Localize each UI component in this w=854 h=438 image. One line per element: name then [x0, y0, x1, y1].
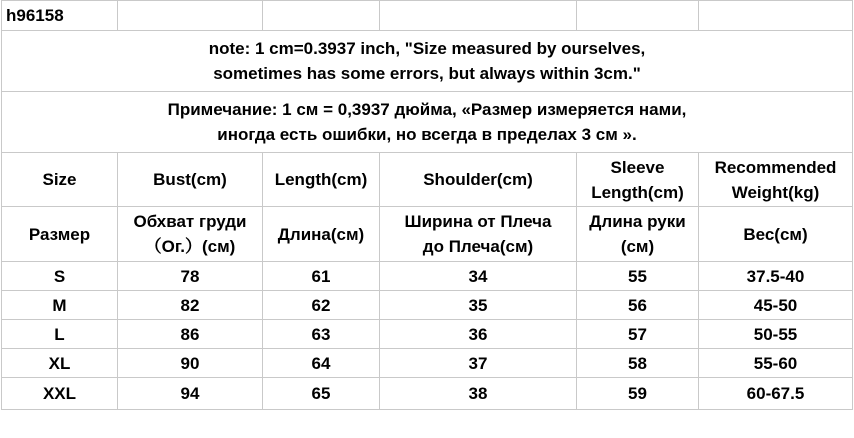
cell-sleeve: 57: [577, 320, 699, 349]
header-ru-size: Размер: [2, 207, 118, 262]
header-bust: Bust(cm): [118, 153, 263, 207]
cell-size: L: [2, 320, 118, 349]
header-ru-shoulder-line-1: Ширина от Плеча: [404, 212, 552, 231]
cell-bust: 86: [118, 320, 263, 349]
header-size: Size: [2, 153, 118, 207]
note-en: [2, 31, 853, 92]
header-sleeve-line-1: Sleeve: [610, 157, 665, 177]
cell-bust: 82: [118, 291, 263, 320]
header-ru-sleeve-line-1: Длина руки: [589, 212, 686, 231]
empty-cell: [118, 1, 263, 31]
cell-size: M: [2, 291, 118, 320]
empty-cell: [577, 1, 699, 31]
header-ru-weight: Вес(см): [699, 207, 853, 262]
header-ru-bust: [118, 207, 263, 262]
empty-cell: [263, 1, 380, 31]
header-sleeve-line-2: Length(cm): [591, 182, 684, 202]
note-ru-line-1: Примечание: 1 см = 0,3937 дюйма, «Размер измеряется нами,: [167, 100, 687, 119]
cell-weight: 50-55: [699, 320, 853, 349]
cell-sleeve: 59: [577, 378, 699, 410]
table-row: [2, 378, 853, 410]
cell-sleeve: 56: [577, 291, 699, 320]
cell-sleeve: 55: [577, 262, 699, 291]
header-row-en: [2, 153, 853, 207]
table-row: [2, 291, 853, 320]
cell-size: S: [2, 262, 118, 291]
cell-weight: 45-50: [699, 291, 853, 320]
header-ru-sleeve-line-2: (см): [620, 237, 655, 256]
cell-shoulder: 36: [380, 320, 577, 349]
cell-weight: 37.5-40: [699, 262, 853, 291]
cell-shoulder: 37: [380, 349, 577, 378]
table-row: [2, 320, 853, 349]
header-weight: [699, 153, 853, 207]
header-ru-shoulder-line-2: до Плеча(см): [422, 237, 534, 256]
cell-bust: 94: [118, 378, 263, 410]
cell-length: 64: [263, 349, 380, 378]
cell-weight: 60-67.5: [699, 378, 853, 410]
cell-sleeve: 58: [577, 349, 699, 378]
note-en-row: [2, 31, 853, 92]
product-code-row: [2, 1, 853, 31]
header-length: Length(cm): [263, 153, 380, 207]
cell-length: 62: [263, 291, 380, 320]
cell-length: 65: [263, 378, 380, 410]
note-ru-line-2: иногда есть ошибки, но всегда в пределах 3 см ».: [217, 125, 637, 144]
note-ru: [2, 92, 853, 153]
cell-shoulder: 38: [380, 378, 577, 410]
cell-weight: 55-60: [699, 349, 853, 378]
empty-cell: [380, 1, 577, 31]
cell-shoulder: 35: [380, 291, 577, 320]
header-ru-bust-line-1: Обхват груди: [133, 212, 247, 231]
note-en-line-2: sometimes has some errors, but always within 3cm.": [213, 64, 641, 83]
empty-cell: [699, 1, 853, 31]
header-ru-sleeve: [577, 207, 699, 262]
table-row: [2, 349, 853, 378]
header-ru-length: Длина(см): [263, 207, 380, 262]
size-chart-table: [1, 0, 853, 410]
header-row-ru: [2, 207, 853, 262]
note-en-line-1: note: 1 cm=0.3937 inch, "Size measured by ourselves,: [208, 39, 646, 58]
cell-size: XL: [2, 349, 118, 378]
header-weight-line-2: Weight(kg): [731, 182, 820, 202]
cell-bust: 78: [118, 262, 263, 291]
cell-length: 63: [263, 320, 380, 349]
cell-shoulder: 34: [380, 262, 577, 291]
header-ru-shoulder: [380, 207, 577, 262]
note-ru-row: [2, 92, 853, 153]
header-weight-line-1: Recommended: [714, 157, 837, 177]
table-row: [2, 262, 853, 291]
cell-length: 61: [263, 262, 380, 291]
product-code: h96158: [2, 1, 118, 31]
header-shoulder: Shoulder(cm): [380, 153, 577, 207]
header-ru-bust-line-2: （Ог.）(см): [144, 237, 236, 256]
cell-size: XXL: [2, 378, 118, 410]
cell-bust: 90: [118, 349, 263, 378]
header-sleeve: [577, 153, 699, 207]
